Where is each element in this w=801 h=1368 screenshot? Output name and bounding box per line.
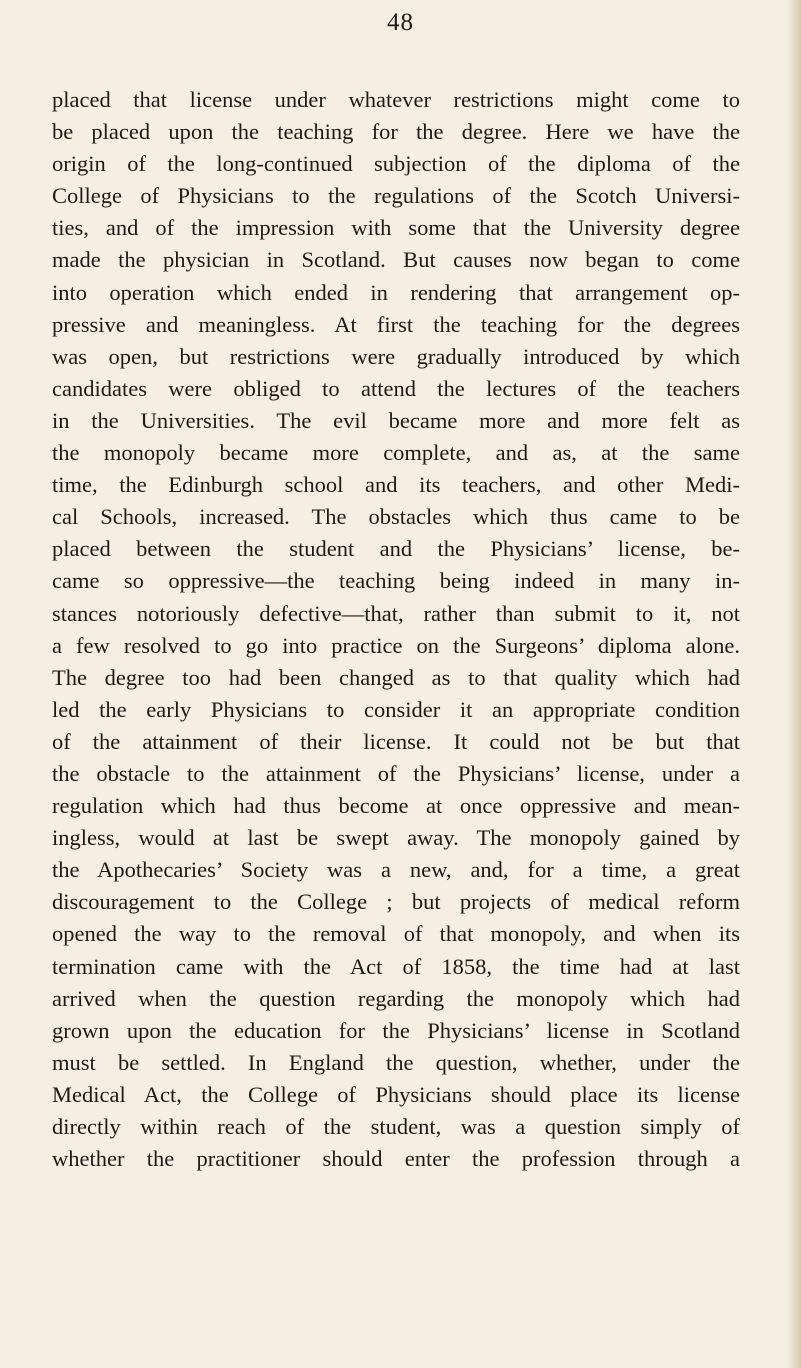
text-line: in the Universities. The evil became more and more felt as — [52, 407, 740, 433]
text-line: whether the practitioner should enter the profession through a — [52, 1146, 740, 1172]
text-line: arrived when the question regarding the monopoly which had — [52, 985, 740, 1011]
text-line: came so oppressive—the teaching being indeed in many in- — [52, 568, 740, 594]
text-line: pressive and meaningless. At first the teaching for the degrees — [52, 311, 740, 337]
text-line: ingless, would at last be swept away. The monopoly gained by — [52, 825, 740, 851]
text-line: placed that license under whatever restrictions might come to — [52, 87, 740, 112]
text-line: discouragement to the College ; but projects of medical reform — [52, 889, 740, 915]
text-line: must be settled. In England the question, whether, under the — [52, 1049, 740, 1075]
text-line: origin of the long-continued subjection of the diploma of the — [52, 151, 740, 177]
text-line: directly within reach of the student, was a question simply of — [52, 1114, 740, 1139]
text-line: the Apothecaries’ Society was a new, and, for a time, a great — [52, 857, 740, 883]
body-text — [52, 84, 740, 1175]
text-line: led the early Physicians to consider it an appropriate condition — [52, 696, 740, 722]
text-line: termination came with the Act of 1858, the time had at last — [52, 953, 740, 979]
text-line: The degree too had been changed as to that quality which had — [52, 664, 740, 690]
text-line: a few resolved to go into practice on the Surgeons’ diploma alone. — [52, 632, 740, 658]
text-line: grown upon the education for the Physicians’ license in Scotland — [52, 1017, 740, 1043]
text-line: into operation which ended in rendering that arrangement op- — [52, 279, 740, 305]
text-line: candidates were obliged to attend the lectures of the teachers — [52, 375, 740, 401]
text-line: made the physician in Scotland. But causes now began to come — [52, 247, 740, 273]
text-line: placed between the student and the Physicians’ license, be- — [52, 536, 740, 562]
text-line: regulation which had thus become at once oppressive and mean- — [52, 793, 740, 819]
text-line: opened the way to the removal of that monopoly, and when its — [52, 921, 740, 947]
text-line: the monopoly became more complete, and as, at the same — [52, 440, 740, 466]
text-line: time, the Edinburgh school and its teachers, and other Medi- — [52, 472, 740, 498]
text-line: be placed upon the teaching for the degree. Here we have the — [52, 119, 740, 145]
text-line: Medical Act, the College of Physicians should place its license — [52, 1081, 740, 1107]
text-line: cal Schools, increased. The obstacles which thus came to be — [52, 504, 740, 530]
page-number: 48 — [387, 9, 414, 36]
text-line: ties, and of the impression with some that the University degree — [52, 215, 740, 241]
text-line: College of Physicians to the regulations of the Scotch Universi- — [52, 183, 740, 209]
text-line: was open, but restrictions were gradually introduced by which — [52, 343, 740, 369]
text-line: of the attainment of their license. It could not be but that — [52, 728, 740, 754]
text-line: stances notoriously defective—that, rather than submit to it, not — [52, 600, 740, 626]
text-line: the obstacle to the attainment of the Physicians’ license, under a — [52, 760, 740, 786]
page-edge — [787, 0, 801, 1368]
